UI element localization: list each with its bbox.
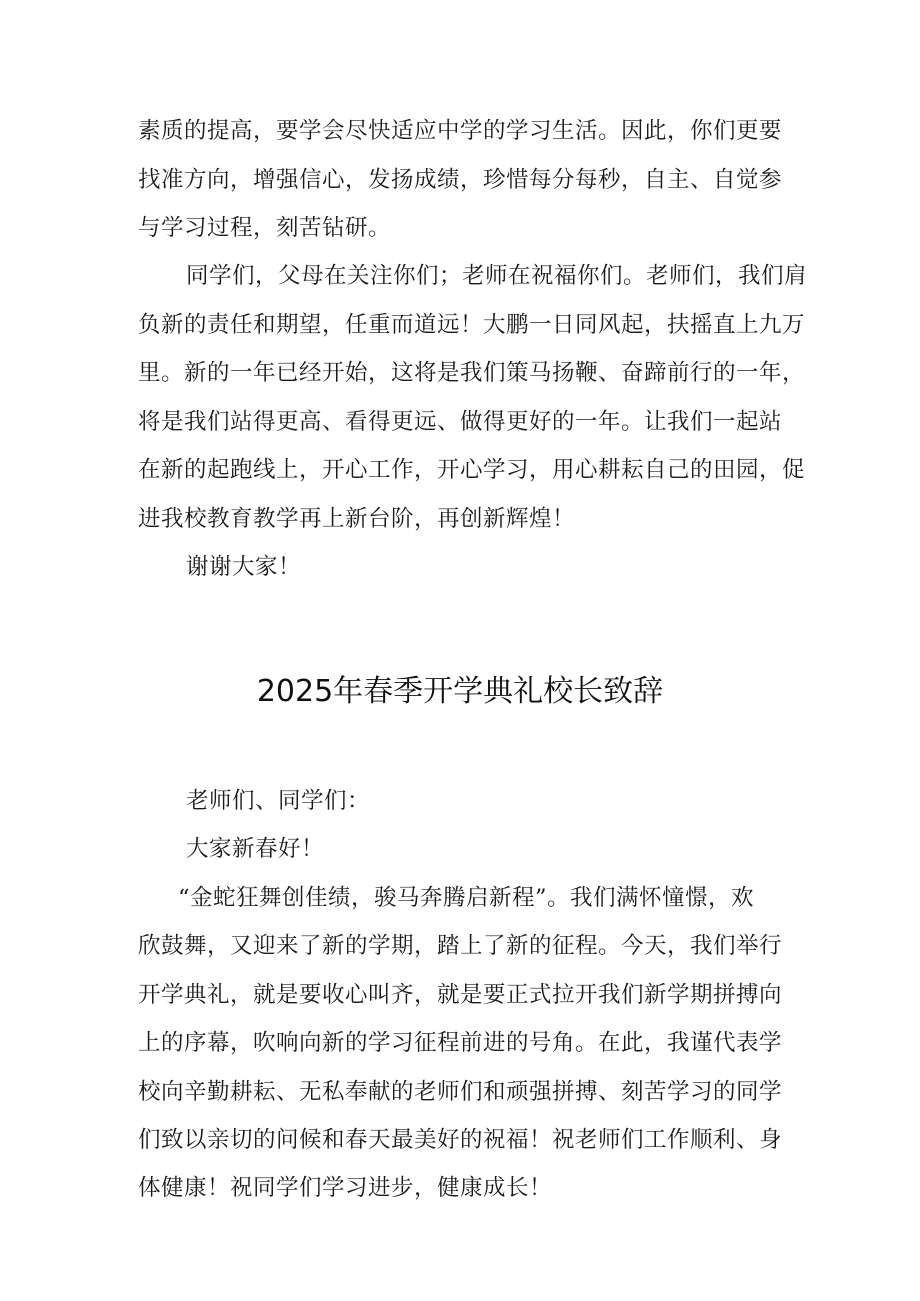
text-line: 校向辛勤耕耘、无私奉献的老师们和顽强拼搏、刻苦学习的同学 xyxy=(138,1079,783,1105)
text-line: 里。新的一年已经开始，这将是我们策马扬鞭、奋蹄前行的一年， xyxy=(138,360,806,386)
text-line: 找准方向，增强信心，发扬成绩，珍惜每分每秒，自主、自觉参 xyxy=(138,167,783,193)
text-line: 欣鼓舞，又迎来了新的学期，踏上了新的征程。今天，我们举行 xyxy=(138,933,783,959)
text-line: 在新的起跑线上，开心工作，开心学习，用心耕耘自己的田园，促 xyxy=(138,457,806,483)
text-line: 素质的提高，要学会尽快适应中学的学习生活。因此，你们更要 xyxy=(138,118,783,144)
text-line: 开学典礼，就是要收心叫齐，就是要正式拉开我们新学期拼搏向 xyxy=(138,982,783,1008)
text-line: 体健康！祝同学们学习进步，健康成长！ xyxy=(138,1175,553,1201)
text-line: 与学习过程，刻苦钻研。 xyxy=(138,215,392,241)
text-line: “金蛇狂舞创佳绩，骏马奔腾启新程”。我们满怀憧憬，欢 xyxy=(178,885,755,911)
text-line: 们致以亲切的问候和春天最美好的祝福！祝老师们工作顺利、身 xyxy=(138,1127,783,1153)
text-line: 负新的责任和期望，任重而道远！大鹏一日同风起，扶摇直上九万 xyxy=(138,312,806,338)
page-title: 2025年春季开学典礼校长致辞 xyxy=(256,674,664,709)
text-line: 上的序幕，吹响向新的学习征程前进的号角。在此，我谨代表学 xyxy=(138,1030,783,1056)
salute: 大家新春好！ xyxy=(186,836,325,862)
text-line: 同学们，父母在关注你们；老师在祝福你们。老师们，我们肩 xyxy=(186,263,808,289)
text-line: 将是我们站得更高、看得更远、做得更好的一年。让我们一起站 xyxy=(138,409,783,435)
text-line: 进我校教育教学再上新台阶，再创新辉煌！ xyxy=(138,506,576,532)
closing-thanks: 谢谢大家！ xyxy=(186,554,302,580)
greeting: 老师们、同学们： xyxy=(186,788,371,814)
